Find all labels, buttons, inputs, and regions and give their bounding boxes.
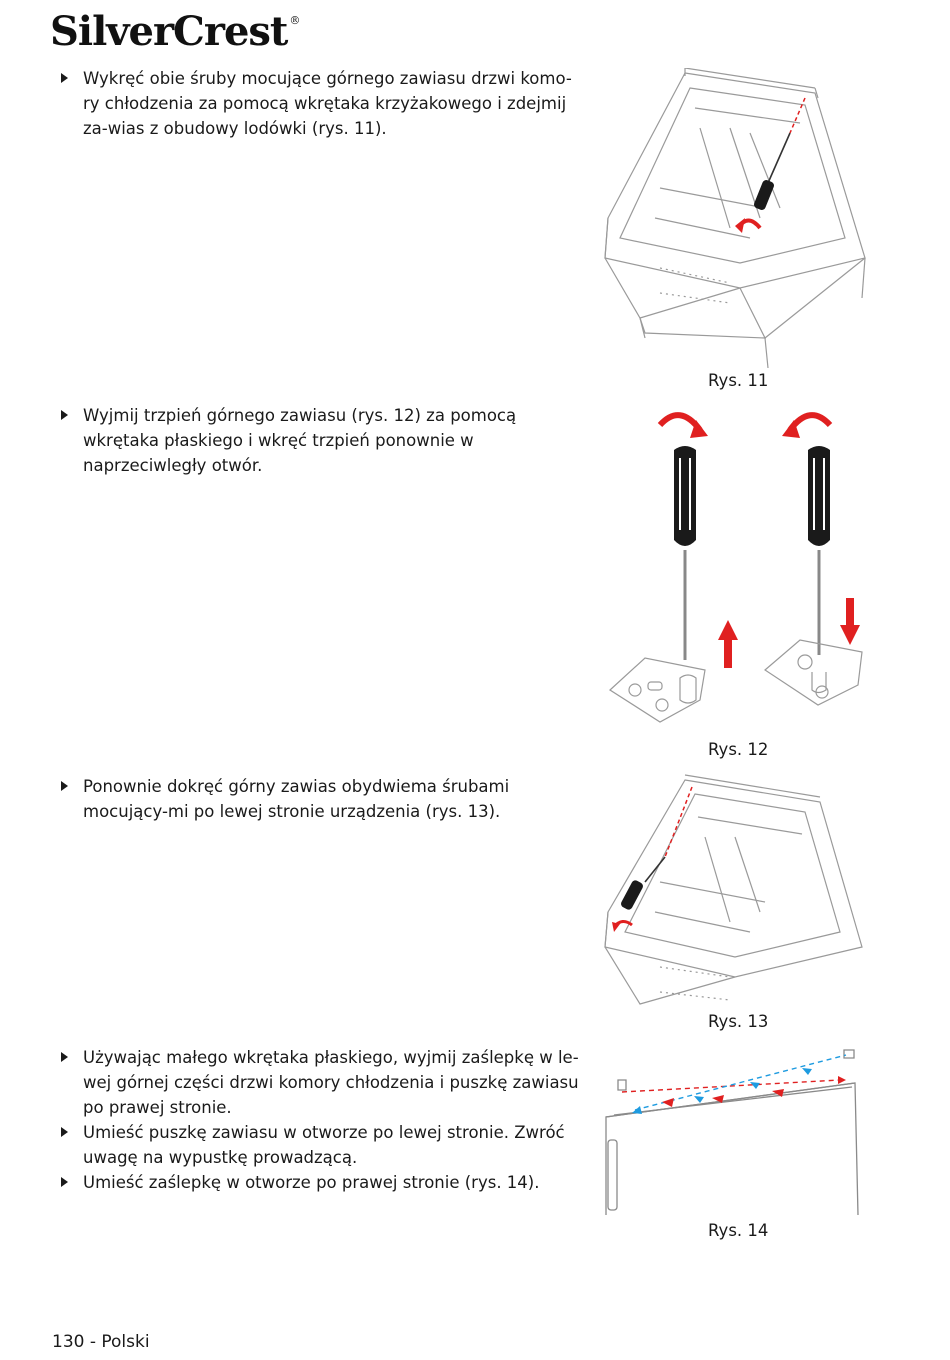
figure-14-door-cap-swap (600, 1045, 870, 1220)
figure-11-fridge-hinge-removal (600, 68, 870, 368)
brand-logo-text: SilverCrest (50, 8, 288, 55)
bullet-text: Umieść puszkę zawiasu w otworze po lewej stronie. Zwróć uwagę na wypustkę prowadzącą. (83, 1123, 565, 1167)
instruction-step-2 (58, 403, 588, 478)
brand-logo (50, 8, 299, 55)
figure-caption-13: Rys. 13 (708, 1012, 769, 1031)
bullet-icon (61, 410, 68, 420)
instruction-step-1 (58, 66, 588, 141)
figure-12-hinge-pin-swap (600, 400, 870, 730)
bullet-icon (61, 1052, 68, 1062)
bullet-icon (61, 73, 68, 83)
bullet-text: Wykręć obie śruby mocujące górnego zawiasu drzwi komo-ry chłodzenia za pomocą wkrętaka krzyżakowego i zdejmij za-wias z obudowy lodówki (rys. 11). (83, 69, 572, 138)
bullet-icon (61, 1127, 68, 1137)
figure-13-hinge-refit (600, 772, 870, 1012)
bullet-text: Ponownie dokręć górny zawias obydwiema śrubami mocujący-mi po lewej stronie urządzenia (rys. 13). (83, 777, 510, 821)
figure-caption-14: Rys. 14 (708, 1221, 769, 1240)
bullet-item (58, 1045, 588, 1120)
bullet-text: Wyjmij trzpień górnego zawiasu (rys. 12) za pomocą wkrętaka płaskiego i wkręć trzpień ponownie w naprzeciwległy otwór. (83, 406, 517, 475)
bullet-icon (61, 781, 68, 791)
bullet-item (58, 1120, 588, 1170)
page-footer: 130 - Polski (52, 1332, 150, 1352)
instruction-step-4 (58, 1045, 588, 1195)
bullet-icon (61, 1177, 68, 1187)
bullet-text: Używając małego wkrętaka płaskiego, wyjmij zaślepkę w le-wej górnej części drzwi komory chłodzenia i puszkę zawiasu po prawej stronie. (83, 1048, 579, 1117)
bullet-text: Umieść zaślepkę w otworze po prawej stronie (rys. 14). (83, 1173, 540, 1192)
registered-mark: ® (289, 14, 300, 27)
figure-caption-11: Rys. 11 (708, 371, 769, 390)
figure-caption-12: Rys. 12 (708, 740, 769, 759)
bullet-item (58, 774, 588, 824)
bullet-item (58, 66, 588, 141)
bullet-item (58, 1170, 588, 1195)
bullet-item (58, 403, 588, 478)
instruction-step-3 (58, 774, 588, 824)
